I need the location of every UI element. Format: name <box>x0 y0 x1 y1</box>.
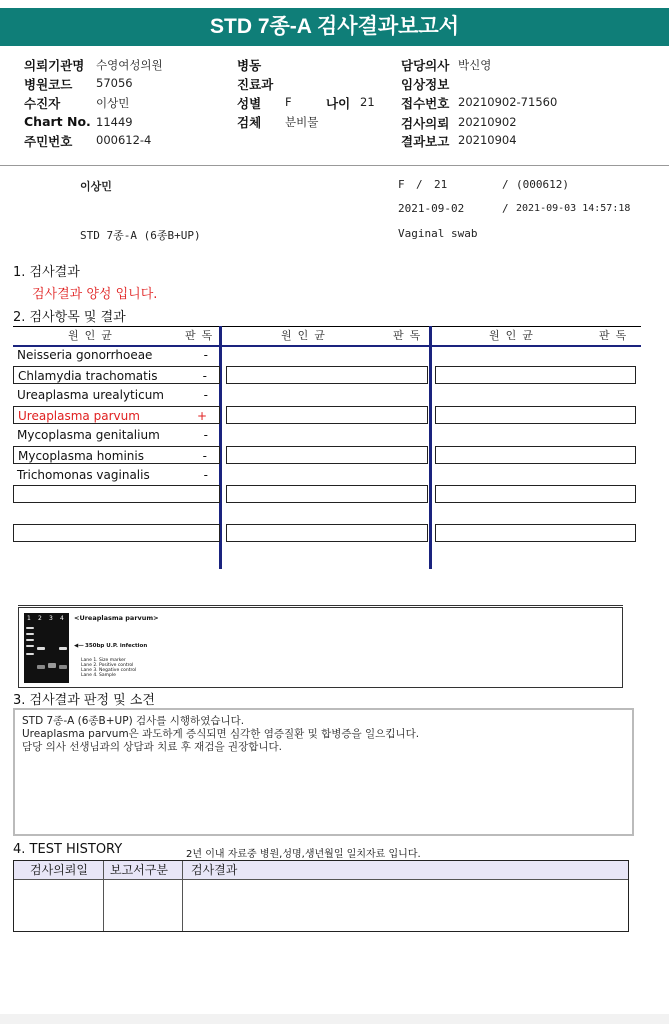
clinical-label: 임상정보 <box>401 77 450 92</box>
history-table-header <box>14 861 628 880</box>
report-datetime: 2021-09-03 14:57:18 <box>516 203 631 214</box>
receipt-no-value: 20210902-71560 <box>458 95 558 109</box>
col-report-type: 보고서구분 <box>110 863 168 877</box>
sex-label: 성별 <box>237 96 262 111</box>
report-value: 20210904 <box>458 133 517 147</box>
sex-value: F <box>285 95 292 109</box>
empty-row <box>226 485 428 503</box>
patient-value: 이상민 <box>96 96 130 110</box>
chart-no-label: Chart No. <box>24 114 91 129</box>
patient-age: 21 <box>434 178 448 191</box>
pathogen-name: Trichomonas vaginalis <box>17 468 150 482</box>
doctor-label: 담당의사 <box>401 58 450 73</box>
result-row-u-urealyticum <box>13 386 220 404</box>
col-history-result: 검사결과 <box>191 863 238 877</box>
pathogen-result: - <box>202 449 207 463</box>
empty-row <box>435 366 636 384</box>
lane-number: 1 <box>27 615 31 622</box>
arrow-icon: ◀— <box>74 643 84 649</box>
lane-number: 2 <box>38 615 42 622</box>
report-header <box>0 52 669 166</box>
test-name: STD 7종-A (6종B+UP) <box>80 229 201 242</box>
section1-heading: 1. 검사결과 <box>13 265 80 280</box>
top-strip <box>0 0 669 8</box>
gel-arrow-label: 350bp U.P. infection <box>85 643 148 649</box>
empty-row <box>13 524 220 542</box>
pathogen-name: Chlamydia trachomatis <box>18 369 158 383</box>
pathogen-name: Mycoplasma genitalium <box>17 428 160 442</box>
result-row-m-genitalium <box>13 426 220 444</box>
receipt-no-label: 접수번호 <box>401 96 450 111</box>
empty-row <box>226 524 428 542</box>
col-pathogen: 원인균 <box>489 329 539 342</box>
institution-value: 수영여성의원 <box>96 58 163 72</box>
section4-heading: 4. TEST HISTORY <box>13 842 123 857</box>
history-table <box>13 860 629 932</box>
gel-legend: Lane 2. Positive control <box>81 663 134 668</box>
divider <box>18 605 623 606</box>
empty-row <box>13 485 220 503</box>
separator: / <box>502 178 509 191</box>
gel-legend: Lane 1. Size marker <box>81 658 126 663</box>
empty-row <box>226 366 428 384</box>
pathogen-result: + <box>196 409 207 423</box>
result-summary: 검사결과 양성 입니다. <box>32 287 158 302</box>
empty-row <box>435 446 636 464</box>
sample-type: Vaginal swab <box>398 227 478 240</box>
age-value: 21 <box>360 95 375 109</box>
section3-heading: 3. 검사결과 판정 및 소견 <box>13 693 155 708</box>
doctor-value: 박신영 <box>458 58 492 72</box>
pathogen-result: - <box>203 388 208 402</box>
dept-label: 진료과 <box>237 77 274 92</box>
section2-heading: 2. 검사항목 및 결과 <box>13 310 126 325</box>
history-note: 2년 이내 자료중 병원,성명,생년월일 일치자료 입니다. <box>186 849 421 860</box>
patient-id-paren: (000612) <box>516 178 569 191</box>
column-divider <box>429 326 432 569</box>
opinion-line: STD 7종-A (6종B+UP) 검사를 시행하였습니다. <box>22 715 245 727</box>
chart-no-value: 11449 <box>96 115 133 129</box>
hospital-code-label: 병원코드 <box>24 77 73 92</box>
separator: / <box>416 178 423 191</box>
col-pathogen: 원인균 <box>281 329 331 342</box>
ward-label: 병동 <box>237 58 262 73</box>
institution-label: 의뢰기관명 <box>24 58 85 73</box>
pathogen-name: Mycoplasma hominis <box>18 449 144 463</box>
lane-number: 3 <box>49 615 53 622</box>
col-result: 판독 <box>185 329 219 342</box>
result-row-m-hominis <box>13 446 220 464</box>
gel-electrophoresis-image <box>24 613 69 683</box>
column-divider <box>103 861 104 931</box>
empty-row <box>226 446 428 464</box>
col-result: 판독 <box>599 329 633 342</box>
column-divider <box>182 861 183 931</box>
collection-date: 2021-09-02 <box>398 202 465 215</box>
pathogen-result: - <box>203 348 208 362</box>
col-request-date: 검사의뢰일 <box>30 863 88 877</box>
opinion-line: 담당 의사 선생님과의 상담과 치료 후 재검을 권장합니다. <box>22 741 282 753</box>
pathogen-result: - <box>203 428 208 442</box>
empty-row <box>435 485 636 503</box>
pathogen-name: Neisseria gonorrhoeae <box>17 348 153 362</box>
pathogen-name: Ureaplasma parvum <box>18 409 140 423</box>
col-pathogen: 원인균 <box>68 329 118 342</box>
opinion-line: Ureaplasma parvum은 과도하게 증식되면 심각한 염증질환 및 합병증을 일으킵니다. <box>22 728 420 740</box>
empty-row <box>226 406 428 424</box>
specimen-value: 분비물 <box>285 115 319 129</box>
pathogen-result: - <box>203 468 208 482</box>
opinion-box <box>13 708 634 836</box>
lane-number: 4 <box>60 615 64 622</box>
gel-legend: Lane 3. Negative control <box>81 668 137 673</box>
results-table-header <box>13 326 641 347</box>
report-label: 결과보고 <box>401 134 450 149</box>
patient-label: 수진자 <box>24 96 61 111</box>
gel-legend: Lane 4. Sample <box>81 673 116 678</box>
age-label: 나이 <box>326 96 351 111</box>
hospital-code-value: 57056 <box>96 76 133 90</box>
pathogen-result: - <box>202 369 207 383</box>
id-no-value: 000612-4 <box>96 133 152 147</box>
request-value: 20210902 <box>458 115 517 129</box>
specimen-label: 검체 <box>237 115 262 130</box>
report-title: STD 7종-A 검사결과보고서 <box>0 8 669 46</box>
patient-sex: F <box>398 178 405 191</box>
empty-row <box>435 406 636 424</box>
separator: / <box>502 202 509 215</box>
empty-row <box>435 524 636 542</box>
result-row-trichomonas <box>13 466 220 484</box>
id-no-label: 주민번호 <box>24 134 73 149</box>
result-row-chlamydia <box>13 366 220 384</box>
result-row-neisseria <box>13 346 220 364</box>
patient-name: 이상민 <box>80 180 112 193</box>
col-result: 판독 <box>393 329 427 342</box>
request-label: 검사의뢰 <box>401 116 450 131</box>
gel-image-box <box>18 607 623 688</box>
pathogen-name: Ureaplasma urealyticum <box>17 388 164 402</box>
result-row-u-parvum <box>13 406 220 424</box>
gel-title: <Ureaplasma parvum> <box>74 614 159 622</box>
